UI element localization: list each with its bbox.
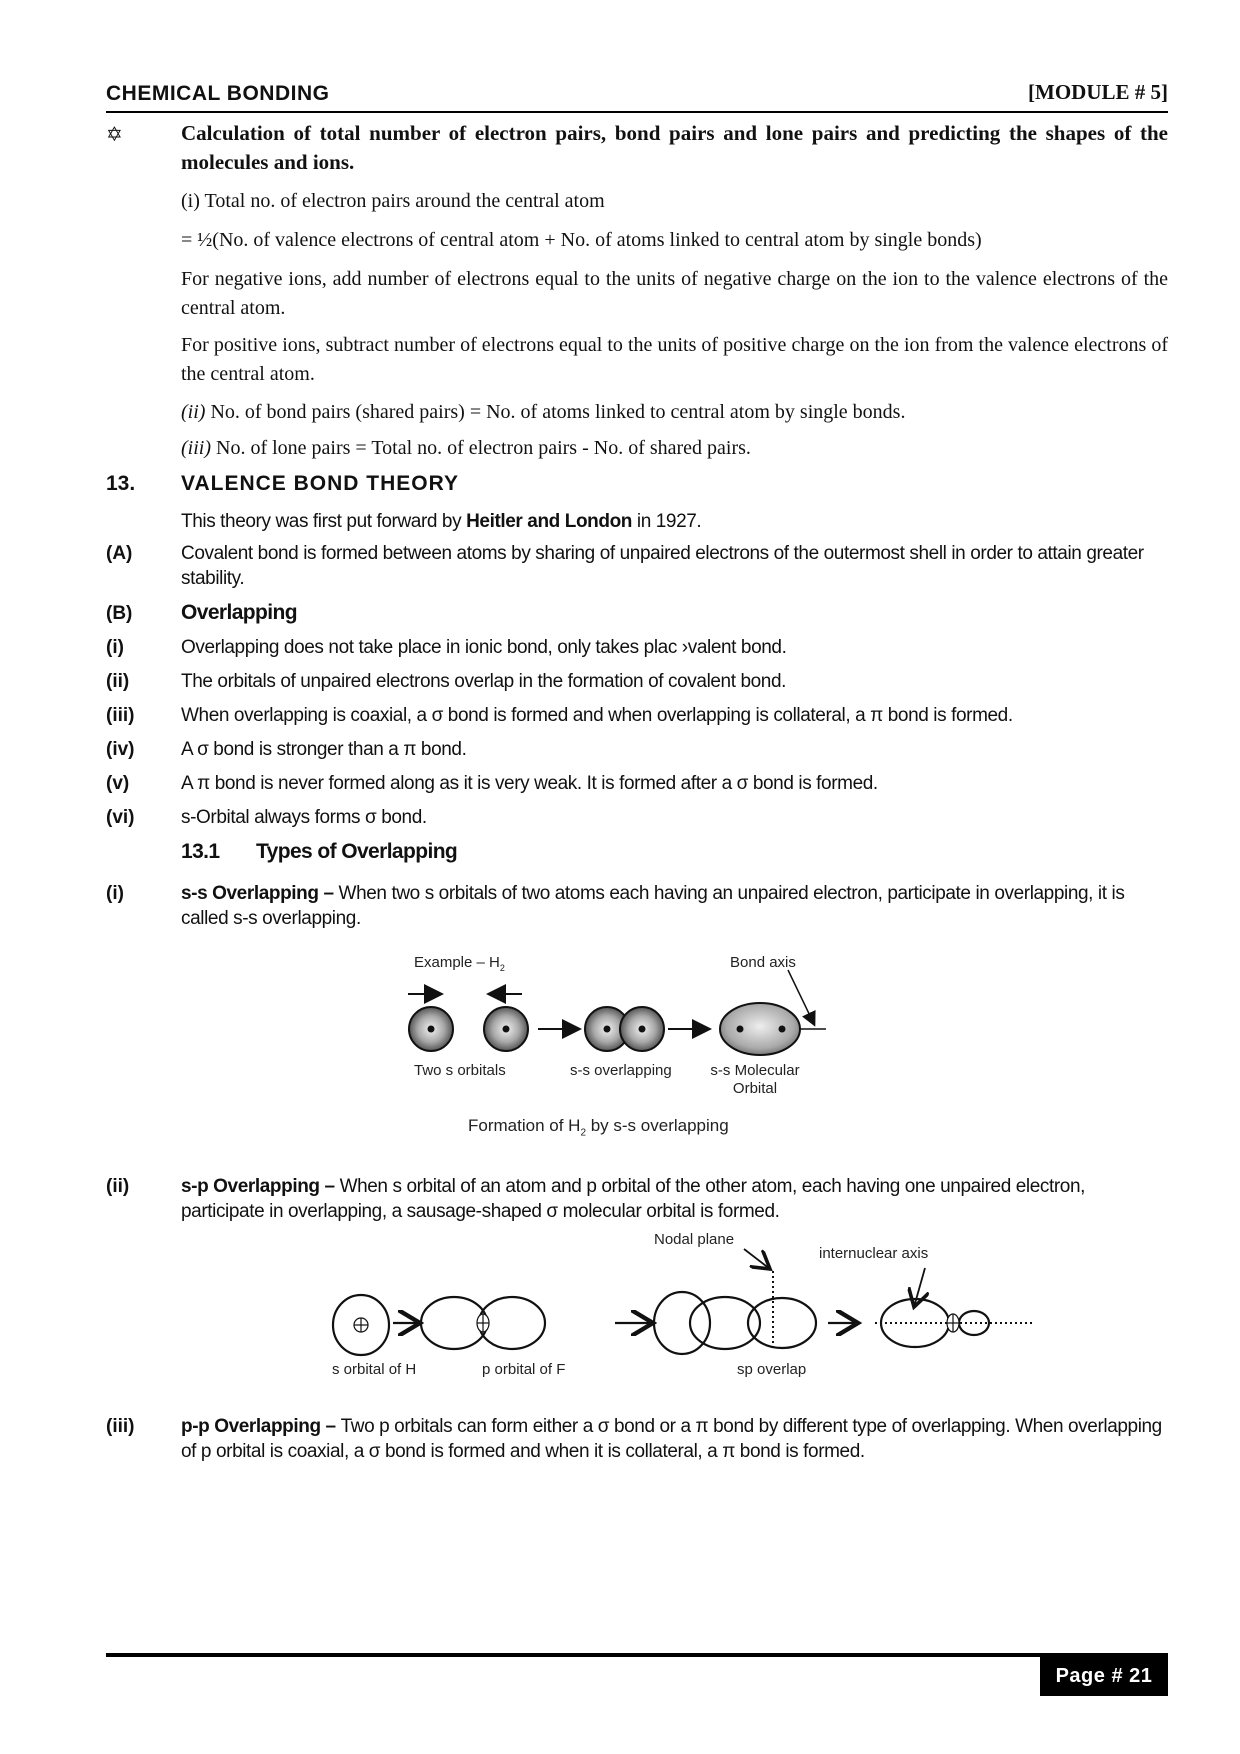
lone-pairs-text: (iii) No. of lone pairs = Total no. of electron pairs - No. of shared pairs. [181,437,751,459]
overlapping-heading: Overlapping [181,601,297,624]
total-pairs-text: (i) Total no. of electron pairs around the central atom [181,190,605,212]
bond-pairs-label: (ii) [181,401,206,423]
p-orbital-f-label: p orbital of F [482,1361,566,1378]
item-label-A: (A) [106,543,133,564]
ss-overlapping-label: s-s overlapping [570,1062,672,1079]
item-A-text: Covalent bond is formed between atoms by sharing of unpaired electrons of the outermost shell in order to attain greater stability. [181,543,1144,589]
subsection-title: Types of Overlapping [256,840,458,863]
bond-axis-label: Bond axis [730,954,796,971]
running-header-title: CHEMICAL BONDING [106,82,330,105]
section-number: 13. [106,472,136,495]
sp-overlap-diagram [320,1235,1060,1395]
formula-text: = ½(No. of valence electrons of central atom + No. of atoms linked to central atom by single bonds) [181,229,982,251]
subsection-number: 13.1 [181,840,220,863]
negative-ions-text: For negative ions, add number of electrons equal to the units of negative charge on the ion to the valence electrons of the central atom. [181,268,1168,319]
list-item-label: (iii) [106,705,135,726]
internuclear-axis-label: internuclear axis [819,1245,929,1262]
section-title: VALENCE BOND THEORY [181,472,460,495]
positive-ions-text: For positive ions, subtract number of electrons equal to the units of positive charge on the ion from the valence electrons of the central atom. [181,334,1168,385]
ss-figure-caption: Formation of $H_2$ by s-s overlapping [468,1116,729,1139]
sp-overlap-label: sp overlap [737,1361,807,1378]
ss-molecular-orbital-label: s-s Molecular Orbital [710,1062,800,1097]
list-item-label: (vi) [106,807,135,828]
star-of-david-bullet-icon: ✡ [106,124,123,146]
list-item: s-Orbital always forms σ bond. [181,807,427,828]
list-item: A π bond is never formed along as it is very weak. It is formed after a σ bond is formed. [181,773,878,794]
nodal-plane-label: Nodal plane [654,1231,735,1248]
list-item: The orbitals of unpaired electrons overlap in the formation of covalent bond. [181,671,787,692]
list-item-label: (i) [106,637,124,658]
ss-overlap-figure [400,950,860,1150]
example-label: Example – $H_2$ [414,954,505,973]
intro-heading: Calculation of total number of electron pairs, bond pairs and lone pairs and predicting the shapes of the molecules and ions. [181,121,1168,174]
list-item-label: (v) [106,773,130,794]
list-item-label: (iv) [106,739,135,760]
sp-label: (ii) [106,1176,130,1197]
page-number-badge: Page # 21 [1040,1656,1168,1696]
two-s-orbitals-label: Two s orbitals [414,1062,506,1079]
bond-pairs-text: (ii) No. of bond pairs (shared pairs) = No. of atoms linked to central atom by single bonds. [181,401,906,423]
list-item: When overlapping is coaxial, a σ bond is formed and when overlapping is collateral, a π bond is formed. [181,705,1013,726]
pp-overlapping-text: p-p Overlapping – Two p orbitals can form either a σ bond or a π bond by different type of overlapping. When overlapping of p orbital is coaxial, a σ bond is formed and when it is collateral, a π bond is formed. [181,1416,1162,1462]
list-item: Overlapping does not take place in ionic bond, only takes plac ›valent bond. [181,637,787,658]
list-item: A σ bond is stronger than a π bond. [181,739,467,760]
s-orbital-h-label: s orbital of H [332,1361,417,1378]
item-label-B: (B) [106,603,133,624]
sp-overlapping-text: s-p Overlapping – When s orbital of an atom and p orbital of the other atom, each having one unpaired electron, participate in overlapping, a sausage-shaped σ molecular orbital is formed. [181,1176,1086,1222]
list-item-label: (ii) [106,671,130,692]
sp-overlap-figure [320,1231,1060,1395]
pp-label: (iii) [106,1416,135,1437]
header-rule [106,111,1168,113]
module-label: [MODULE # 5] [1028,80,1168,104]
theory-intro: This theory was first put forward by Heitler and London in 1927. [181,511,702,532]
ss-overlapping-text: s-s Overlapping – When two s orbitals of two atoms each having an unpaired electron, participate in overlapping, it is called s-s overlapping. [181,883,1125,929]
lone-pairs-label: (iii) [181,437,211,459]
footer-rule [106,1653,1168,1657]
ss-label: (i) [106,883,124,904]
